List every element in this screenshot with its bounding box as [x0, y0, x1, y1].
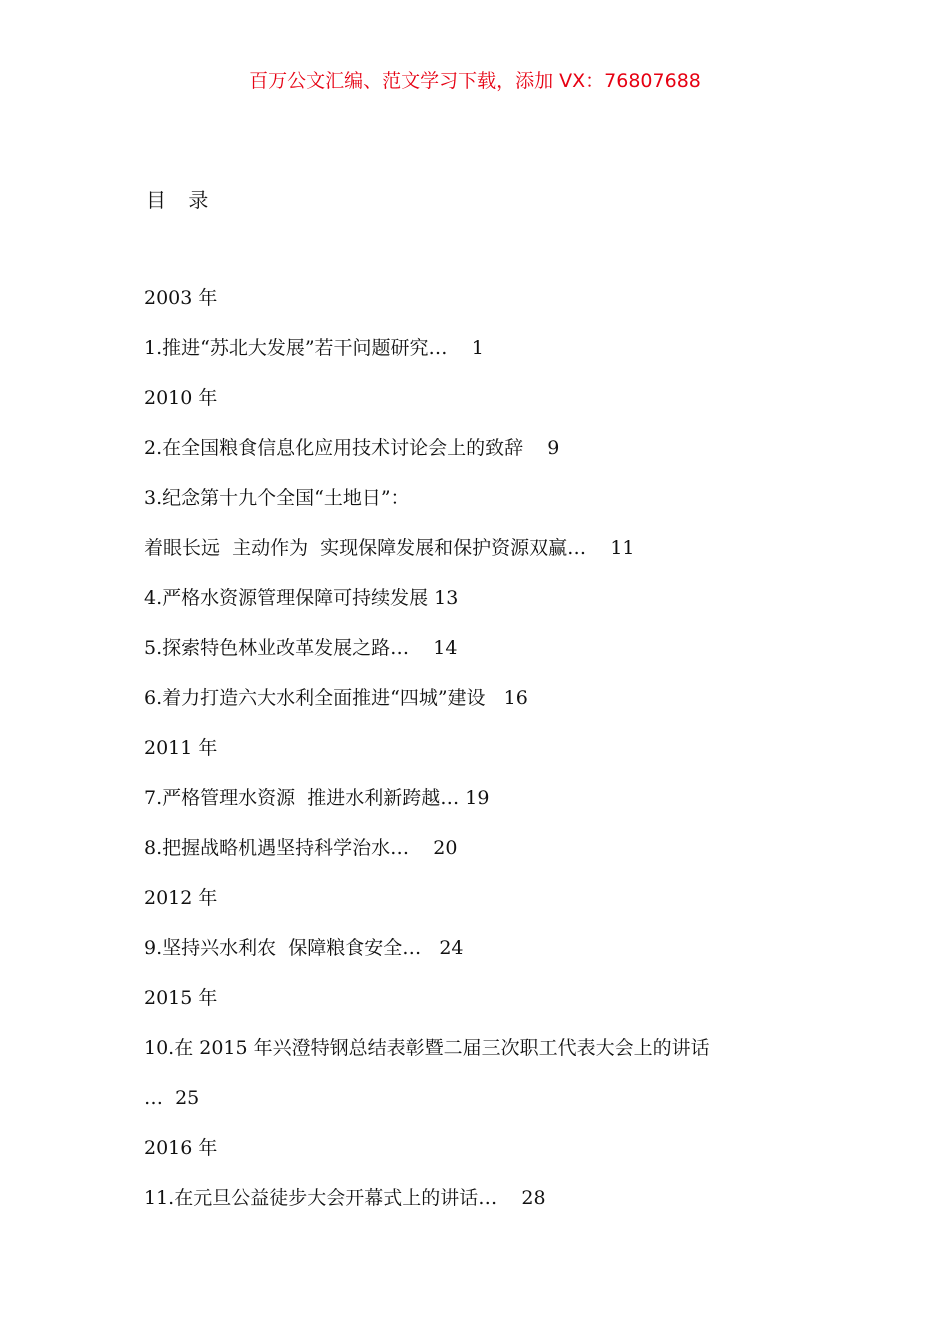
toc-year-2016: 2016 年: [144, 1137, 218, 1159]
toc-entry-4: 4.严格水资源管理保障可持续发展 13: [144, 587, 459, 609]
toc-entry-3: 3.纪念第十九个全国“土地日”：: [144, 487, 410, 509]
toc-entry-10-continued: … 25: [144, 1087, 200, 1109]
toc-entry-10: 10.在 2015 年兴澄特钢总结表彰暨二届三次职工代表大会上的讲话: [144, 1037, 710, 1059]
watermark-header: 百万公文汇编、范文学习下载，添加 VX：76807688: [249, 70, 701, 92]
toc-year-2003: 2003 年: [144, 287, 218, 309]
toc-title: 目 录: [146, 188, 217, 212]
toc-entry-8: 8.把握战略机遇坚持科学治水… 20: [144, 837, 458, 859]
toc-entry-9: 9.坚持兴水利农 保障粮食安全… 24: [144, 937, 464, 959]
toc-entry-5: 5.探索特色林业改革发展之路… 14: [144, 637, 458, 659]
toc-entry-11: 11.在元旦公益徒步大会开幕式上的讲话… 28: [144, 1187, 546, 1209]
toc-year-2015: 2015 年: [144, 987, 218, 1009]
toc-year-2010: 2010 年: [144, 387, 218, 409]
toc-year-2012: 2012 年: [144, 887, 218, 909]
toc-entry-7: 7.严格管理水资源 推进水利新跨越… 19: [144, 787, 490, 809]
toc-entry-3-subtitle: 着眼长远 主动作为 实现保障发展和保护资源双赢… 11: [144, 537, 635, 559]
toc-entry-2: 2.在全国粮食信息化应用技术讨论会上的致辞 9: [144, 437, 560, 459]
toc-year-2011: 2011 年: [144, 737, 218, 759]
toc-entry-1: 1.推进“苏北大发展”若干问题研究… 1: [144, 337, 484, 359]
table-of-contents: [144, 281, 824, 1231]
toc-entry-6: 6.着力打造六大水利全面推进“四城”建设 16: [144, 687, 528, 709]
